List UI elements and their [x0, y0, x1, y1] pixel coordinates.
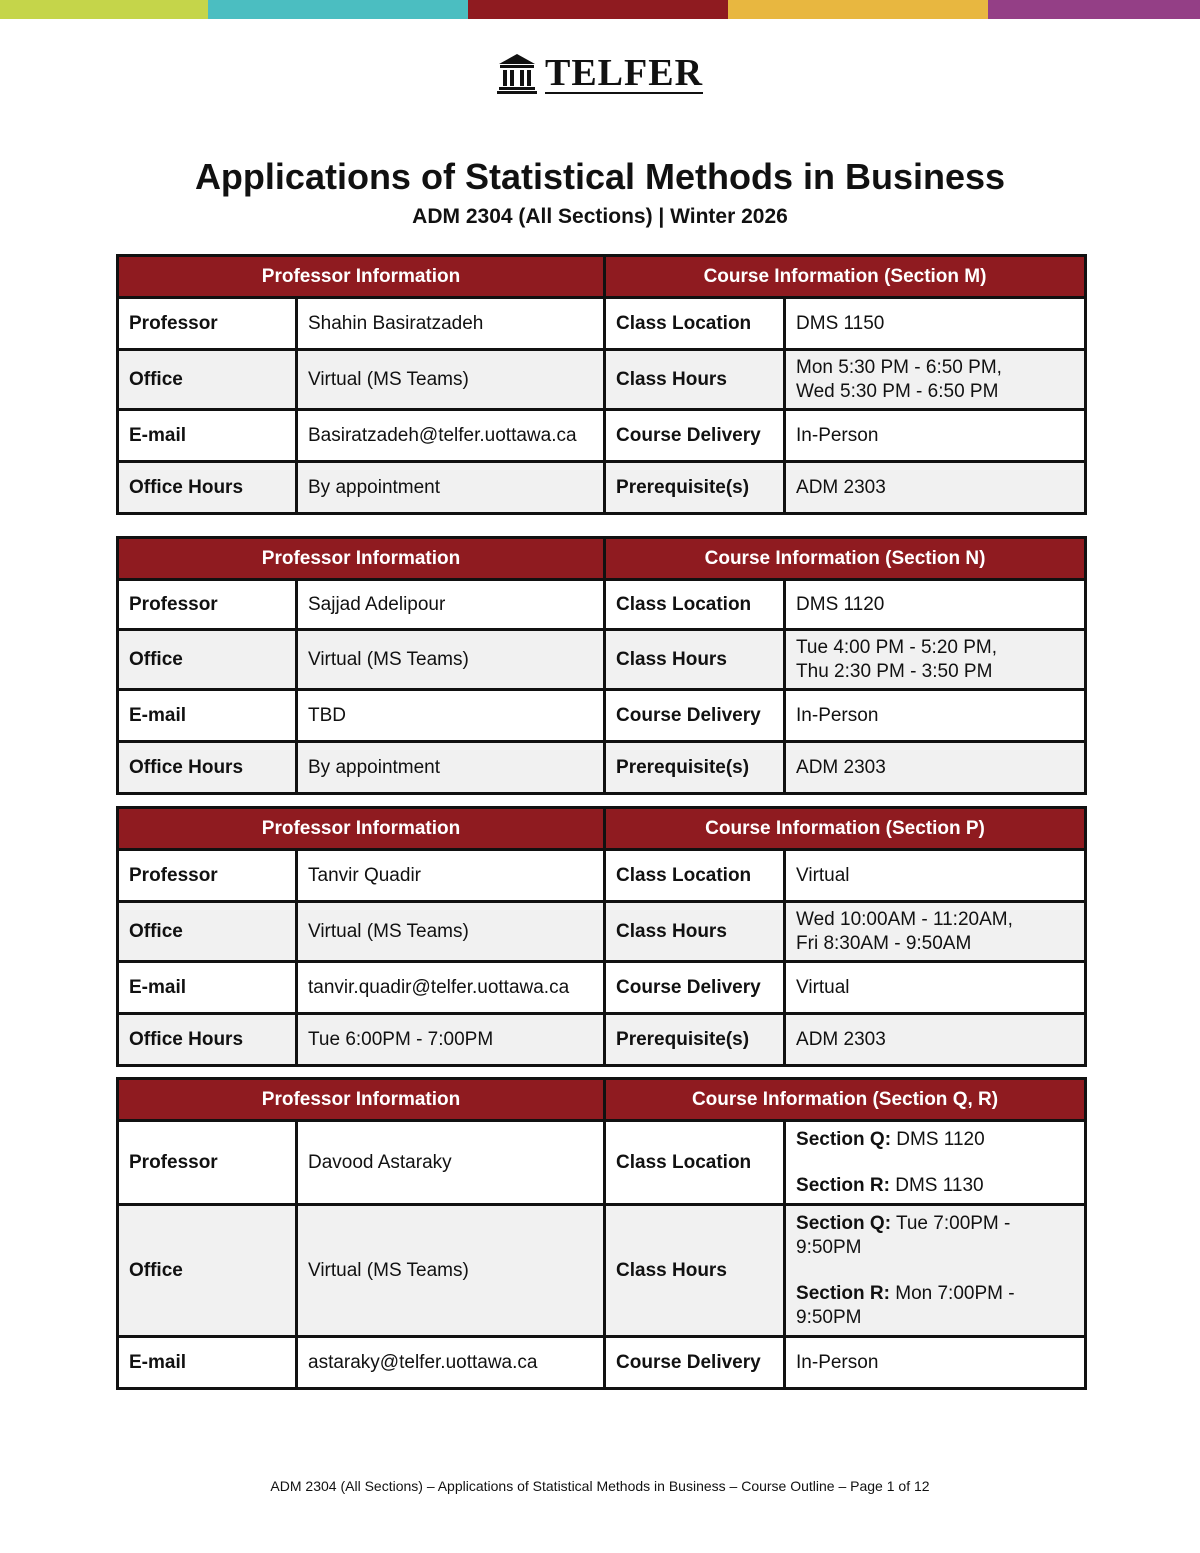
prerequisite-label: Prerequisite(s)	[605, 1014, 785, 1066]
course-info-header: Course Information (Section Q, R)	[605, 1079, 1086, 1121]
office-hours-label: Office Hours	[118, 742, 297, 794]
class-hours	[785, 1205, 1086, 1337]
section-r-location: DMS 1130	[889, 1174, 984, 1196]
professor-label: Professor	[118, 298, 297, 350]
section-r-label: Section R:	[796, 1174, 890, 1196]
office-hours-label: Office Hours	[118, 1014, 297, 1066]
course-delivery: In-Person	[785, 690, 1086, 742]
section-r-hours: Mon 7:00PM - 9:50PM	[796, 1282, 1015, 1328]
email: Basiratzadeh@telfer.uottawa.ca	[297, 410, 605, 462]
hours-section-r	[796, 1282, 1024, 1330]
section-q-label: Section Q:	[796, 1212, 892, 1234]
color-segment-green	[0, 0, 208, 19]
building-icon	[497, 52, 537, 94]
section-m-table	[116, 254, 1087, 515]
class-hours-label: Class Hours	[605, 350, 785, 410]
professor-info-header: Professor Information	[118, 1079, 605, 1121]
office-hours: By appointment	[297, 462, 605, 514]
class-location-label: Class Location	[605, 580, 785, 630]
class-hours-line-1: Wed 10:00AM - 11:20AM,	[796, 908, 1013, 930]
prerequisite-label: Prerequisite(s)	[605, 462, 785, 514]
office-label: Office	[118, 1205, 297, 1337]
professor-name: Tanvir Quadir	[297, 850, 605, 902]
class-location-label: Class Location	[605, 298, 785, 350]
hours-section-q	[796, 1212, 1024, 1260]
class-location: DMS 1150	[785, 298, 1086, 350]
prerequisite: ADM 2303	[785, 1014, 1086, 1066]
professor-label: Professor	[118, 850, 297, 902]
color-bar	[0, 0, 1200, 19]
email-label: E-mail	[118, 690, 297, 742]
class-location: DMS 1120	[785, 580, 1086, 630]
class-location-label: Class Location	[605, 850, 785, 902]
section-qr-table	[116, 1077, 1087, 1390]
class-hours-line-2: Fri 8:30AM - 9:50AM	[796, 932, 972, 954]
course-delivery-label: Course Delivery	[605, 410, 785, 462]
class-hours-line-2: Wed 5:30 PM - 6:50 PM	[796, 380, 999, 402]
location-section-r	[796, 1174, 1074, 1198]
course-delivery: Virtual	[785, 962, 1086, 1014]
office-hours: Tue 6:00PM - 7:00PM	[297, 1014, 605, 1066]
office: Virtual (MS Teams)	[297, 630, 605, 690]
page-title: Applications of Statistical Methods in Business	[194, 156, 1006, 197]
professor-label: Professor	[118, 580, 297, 630]
color-segment-red	[468, 0, 728, 19]
section-n-table	[116, 536, 1087, 795]
course-delivery-label: Course Delivery	[605, 962, 785, 1014]
section-q-label: Section Q:	[796, 1128, 892, 1150]
class-hours-label: Class Hours	[605, 902, 785, 962]
email: astaraky@telfer.uottawa.ca	[297, 1337, 605, 1389]
class-hours	[785, 902, 1086, 962]
office-hours: By appointment	[297, 742, 605, 794]
class-hours-line-1: Tue 4:00 PM - 5:20 PM,	[796, 636, 998, 658]
class-hours	[785, 630, 1086, 690]
section-q-hours: Tue 7:00PM - 9:50PM	[796, 1212, 1011, 1258]
class-hours-line-1: Mon 5:30 PM - 6:50 PM,	[796, 356, 1002, 378]
page-subtitle: ADM 2304 (All Sections) | Winter 2026	[412, 205, 788, 228]
email: TBD	[297, 690, 605, 742]
course-delivery: In-Person	[785, 1337, 1086, 1389]
prerequisite: ADM 2303	[785, 742, 1086, 794]
course-delivery-label: Course Delivery	[605, 690, 785, 742]
prerequisite-label: Prerequisite(s)	[605, 742, 785, 794]
color-segment-teal	[208, 0, 468, 19]
section-r-label: Section R:	[796, 1282, 890, 1304]
location-section-q	[796, 1128, 1074, 1152]
class-hours	[785, 350, 1086, 410]
office-label: Office	[118, 902, 297, 962]
office-hours-label: Office Hours	[118, 462, 297, 514]
office: Virtual (MS Teams)	[297, 902, 605, 962]
color-segment-purple	[988, 0, 1200, 19]
email: tanvir.quadir@telfer.uottawa.ca	[297, 962, 605, 1014]
email-label: E-mail	[118, 1337, 297, 1389]
class-hours-label: Class Hours	[605, 630, 785, 690]
professor-info-header: Professor Information	[118, 808, 605, 850]
professor-name: Sajjad Adelipour	[297, 580, 605, 630]
class-location-label: Class Location	[605, 1121, 785, 1205]
professor-name: Shahin Basiratzadeh	[297, 298, 605, 350]
professor-info-header: Professor Information	[118, 538, 605, 580]
course-info-header: Course Information (Section N)	[605, 538, 1086, 580]
section-p-table	[116, 806, 1087, 1067]
course-info-header: Course Information (Section M)	[605, 256, 1086, 298]
course-delivery-label: Course Delivery	[605, 1337, 785, 1389]
office-label: Office	[118, 350, 297, 410]
office: Virtual (MS Teams)	[297, 350, 605, 410]
class-hours-line-2: Thu 2:30 PM - 3:50 PM	[796, 660, 993, 682]
page-footer: ADM 2304 (All Sections) – Applications of Statistical Methods in Business – Course Outline – Page 1 of 12	[270, 1478, 930, 1494]
section-q-location: DMS 1120	[891, 1128, 985, 1150]
class-location: Virtual	[785, 850, 1086, 902]
professor-label: Professor	[118, 1121, 297, 1205]
office-label: Office	[118, 630, 297, 690]
prerequisite: ADM 2303	[785, 462, 1086, 514]
professor-info-header: Professor Information	[118, 256, 605, 298]
logo-text: TELFER	[544, 52, 704, 94]
telfer-logo	[0, 52, 1200, 99]
professor-name: Davood Astaraky	[297, 1121, 605, 1205]
class-location	[785, 1121, 1086, 1205]
class-hours-label: Class Hours	[605, 1205, 785, 1337]
course-delivery: In-Person	[785, 410, 1086, 462]
email-label: E-mail	[118, 410, 297, 462]
course-info-header: Course Information (Section P)	[605, 808, 1086, 850]
color-segment-yellow	[728, 0, 988, 19]
office: Virtual (MS Teams)	[297, 1205, 605, 1337]
email-label: E-mail	[118, 962, 297, 1014]
